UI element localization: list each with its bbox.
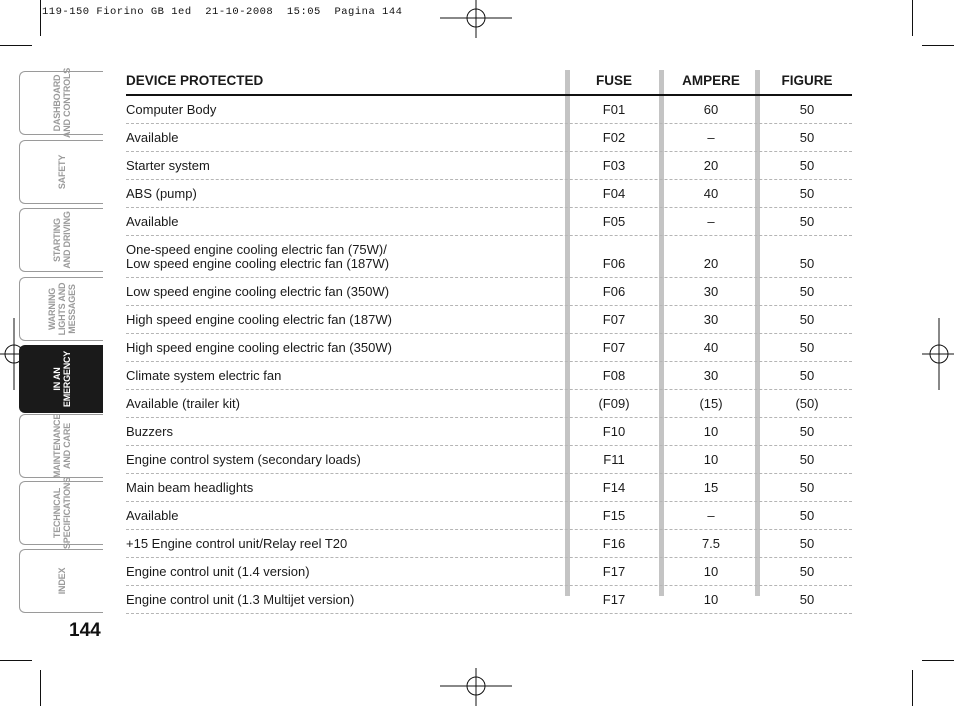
chapter-tab-label [57,568,67,595]
chapter-tab-label-line: LIGHTS AND [56,282,67,336]
cell-fuse: F10 [602,424,626,439]
cell-device [126,565,566,579]
chapter-tab-label-line: STARTING [51,218,62,262]
cell-device [126,131,566,145]
cell-device [126,481,566,495]
cell-device [126,341,566,355]
cell-device-line: Available (trailer kit) [126,396,240,411]
cell-device-line: Starter system [126,158,210,173]
cell-fuse: F07 [602,312,626,327]
chapter-tab-label [52,211,72,268]
table-header [126,68,852,96]
cell-device [126,187,566,201]
registration-mark-bottom [440,666,512,706]
chapter-tab-label-line: IN AN [51,367,62,391]
cell-device-line: Low speed engine cooling electric fan (187W) [126,256,390,271]
cell-device-line: Low speed engine cooling electric fan (350W) [126,284,390,299]
chapter-tab-label [47,283,77,336]
cell-device-line: Engine control unit (1.4 version) [126,564,310,579]
cell-device-line: Computer Body [126,102,217,117]
cell-ampere: 20 [703,256,719,271]
cell-ampere: 15 [703,480,719,495]
cell-device-line: Climate system electric fan [126,368,282,383]
cell-fuse: F05 [602,214,626,229]
chapter-tab-label-line: INDEX [56,567,67,595]
crop-mark [922,45,954,46]
chapter-tab-label-line: MESSAGES [66,284,77,334]
cell-fuse: F08 [602,368,626,383]
cell-device [126,159,566,173]
chapter-tab[interactable] [19,549,103,613]
cell-figure: 50 [799,214,815,229]
crop-mark [912,0,913,36]
cell-figure: 50 [799,536,815,551]
table-row [126,558,852,586]
cell-figure: 50 [799,424,815,439]
table-row [126,362,852,390]
cell-fuse: F15 [602,508,626,523]
crop-mark [0,45,32,46]
cell-device-line: +15 Engine control unit/Relay reel T20 [126,536,348,551]
cell-device [126,593,566,607]
table-row [126,278,852,306]
cell-device [126,313,566,327]
header-ampere: AMPERE [682,73,740,88]
cell-fuse: F07 [602,340,626,355]
cell-fuse: F01 [602,102,626,117]
header-figure: FIGURE [781,73,833,88]
print-header: 119-150 Fiorino GB 1ed 21-10-2008 15:05 Pagina 144 [42,6,403,18]
table-row [126,530,852,558]
chapter-tab-label-line: MAINTENANCE [51,413,62,479]
header-device-protected: DEVICE PROTECTED [126,73,264,88]
cell-figure: 50 [799,340,815,355]
cell-device [126,453,566,467]
table-row [126,152,852,180]
cell-device-line: One-speed engine cooling electric fan (75W)/ [126,242,387,257]
chapter-tab[interactable] [19,140,103,204]
cell-ampere: 40 [703,340,719,355]
table-row [126,208,852,236]
cell-fuse: F03 [602,158,626,173]
cell-device-line: Available [126,130,179,145]
cell-figure: 50 [799,256,815,271]
cell-figure: (50) [795,396,819,411]
cell-fuse: F16 [602,536,626,551]
cell-ampere: 30 [703,368,719,383]
chapter-tab-label [52,414,72,478]
crop-mark [0,660,32,661]
chapter-tab-label-line: EMERGENCY [61,350,72,408]
cell-ampere: 10 [703,424,719,439]
cell-device [126,509,566,523]
chapter-tab[interactable] [19,67,103,139]
chapter-tab[interactable] [19,277,103,341]
chapter-tab[interactable] [19,476,103,550]
cell-device [126,397,566,411]
cell-ampere: 10 [703,564,719,579]
table-row [126,502,852,530]
cell-device-line: Available [126,508,179,523]
cell-figure: 50 [799,284,815,299]
crop-mark [922,660,954,661]
table-row [126,334,852,362]
page-number: 144 [69,620,101,641]
table-row [126,390,852,418]
cell-ampere: 7.5 [701,536,721,551]
table-row [126,446,852,474]
cell-fuse: F06 [602,284,626,299]
cell-figure: 50 [799,508,815,523]
cell-device [126,425,566,439]
cell-fuse: F02 [602,130,626,145]
registration-mark-top [440,0,512,40]
cell-figure: 50 [799,592,815,607]
chapter-tab-label-line: WARNING [46,287,57,331]
cell-ampere: – [707,214,715,229]
chapter-tab-label-line: SPECIFICATIONS [61,476,72,550]
cell-figure: 50 [799,186,815,201]
cell-device [126,103,566,117]
cell-device-line: Engine control unit (1.3 Multijet version) [126,592,355,607]
cell-device [126,285,566,299]
cell-ampere: 10 [703,452,719,467]
cell-ampere: 30 [703,284,719,299]
cell-figure: 50 [799,480,815,495]
chapter-tab-label-line: TECHNICAL [51,487,62,539]
cell-figure: 50 [799,564,815,579]
cell-figure: 50 [799,158,815,173]
chapter-tab-label [52,477,72,549]
cell-figure: 50 [799,312,815,327]
chapter-tab-label-line: AND CARE [61,423,72,469]
chapter-tab[interactable] [19,414,103,478]
chapter-tab[interactable] [19,345,103,413]
cell-ampere: 30 [703,312,719,327]
fuse-table [126,68,852,614]
chapter-tab-label-line: AND DRIVING [61,211,72,269]
cell-device [126,243,566,271]
cell-fuse: F17 [602,564,626,579]
table-body [126,96,852,614]
cell-fuse: F04 [602,186,626,201]
chapter-tab-label [52,68,72,138]
chapter-tab[interactable] [19,208,103,272]
cell-ampere: – [707,130,715,145]
header-fuse: FUSE [595,73,632,88]
cell-fuse: F17 [602,592,626,607]
table-row [126,96,852,124]
cell-ampere: 60 [703,102,719,117]
cell-ampere: – [707,508,715,523]
cell-device-line: ABS (pump) [126,186,197,201]
table-row [126,586,852,614]
chapter-tab-label [52,351,72,407]
table-row [126,180,852,208]
cell-device [126,369,566,383]
cell-device-line: Buzzers [126,424,173,439]
table-row [126,236,852,278]
cell-figure: 50 [799,452,815,467]
cell-device-line: Engine control system (secondary loads) [126,452,361,467]
crop-mark [912,670,913,706]
cell-device-line: Available [126,214,179,229]
chapter-tab-label-line: AND CONTROLS [61,67,72,139]
table-row [126,418,852,446]
chapter-tab-label [57,155,67,189]
registration-mark-right [922,318,954,390]
cell-device [126,215,566,229]
table-row [126,124,852,152]
cell-fuse: F14 [602,480,626,495]
cell-device-line: High speed engine cooling electric fan (187W) [126,312,392,327]
cell-fuse: F11 [603,452,625,467]
cell-ampere: 40 [703,186,719,201]
crop-mark [40,670,41,706]
chapter-tab-label-line: SAFETY [56,154,67,190]
cell-ampere: 10 [703,592,719,607]
cell-figure: 50 [799,102,815,117]
cell-device-line: Main beam headlights [126,480,254,495]
cell-figure: 50 [799,130,815,145]
cell-fuse: F06 [602,256,626,271]
cell-ampere: (15) [699,396,723,411]
cell-ampere: 20 [703,158,719,173]
chapter-tab-label-line: DASHBOARD [51,74,62,132]
cell-fuse: (F09) [598,396,630,411]
crop-mark [40,0,41,36]
cell-device-line: High speed engine cooling electric fan (350W) [126,340,392,355]
table-row [126,474,852,502]
table-row [126,306,852,334]
cell-device [126,537,566,551]
cell-figure: 50 [799,368,815,383]
